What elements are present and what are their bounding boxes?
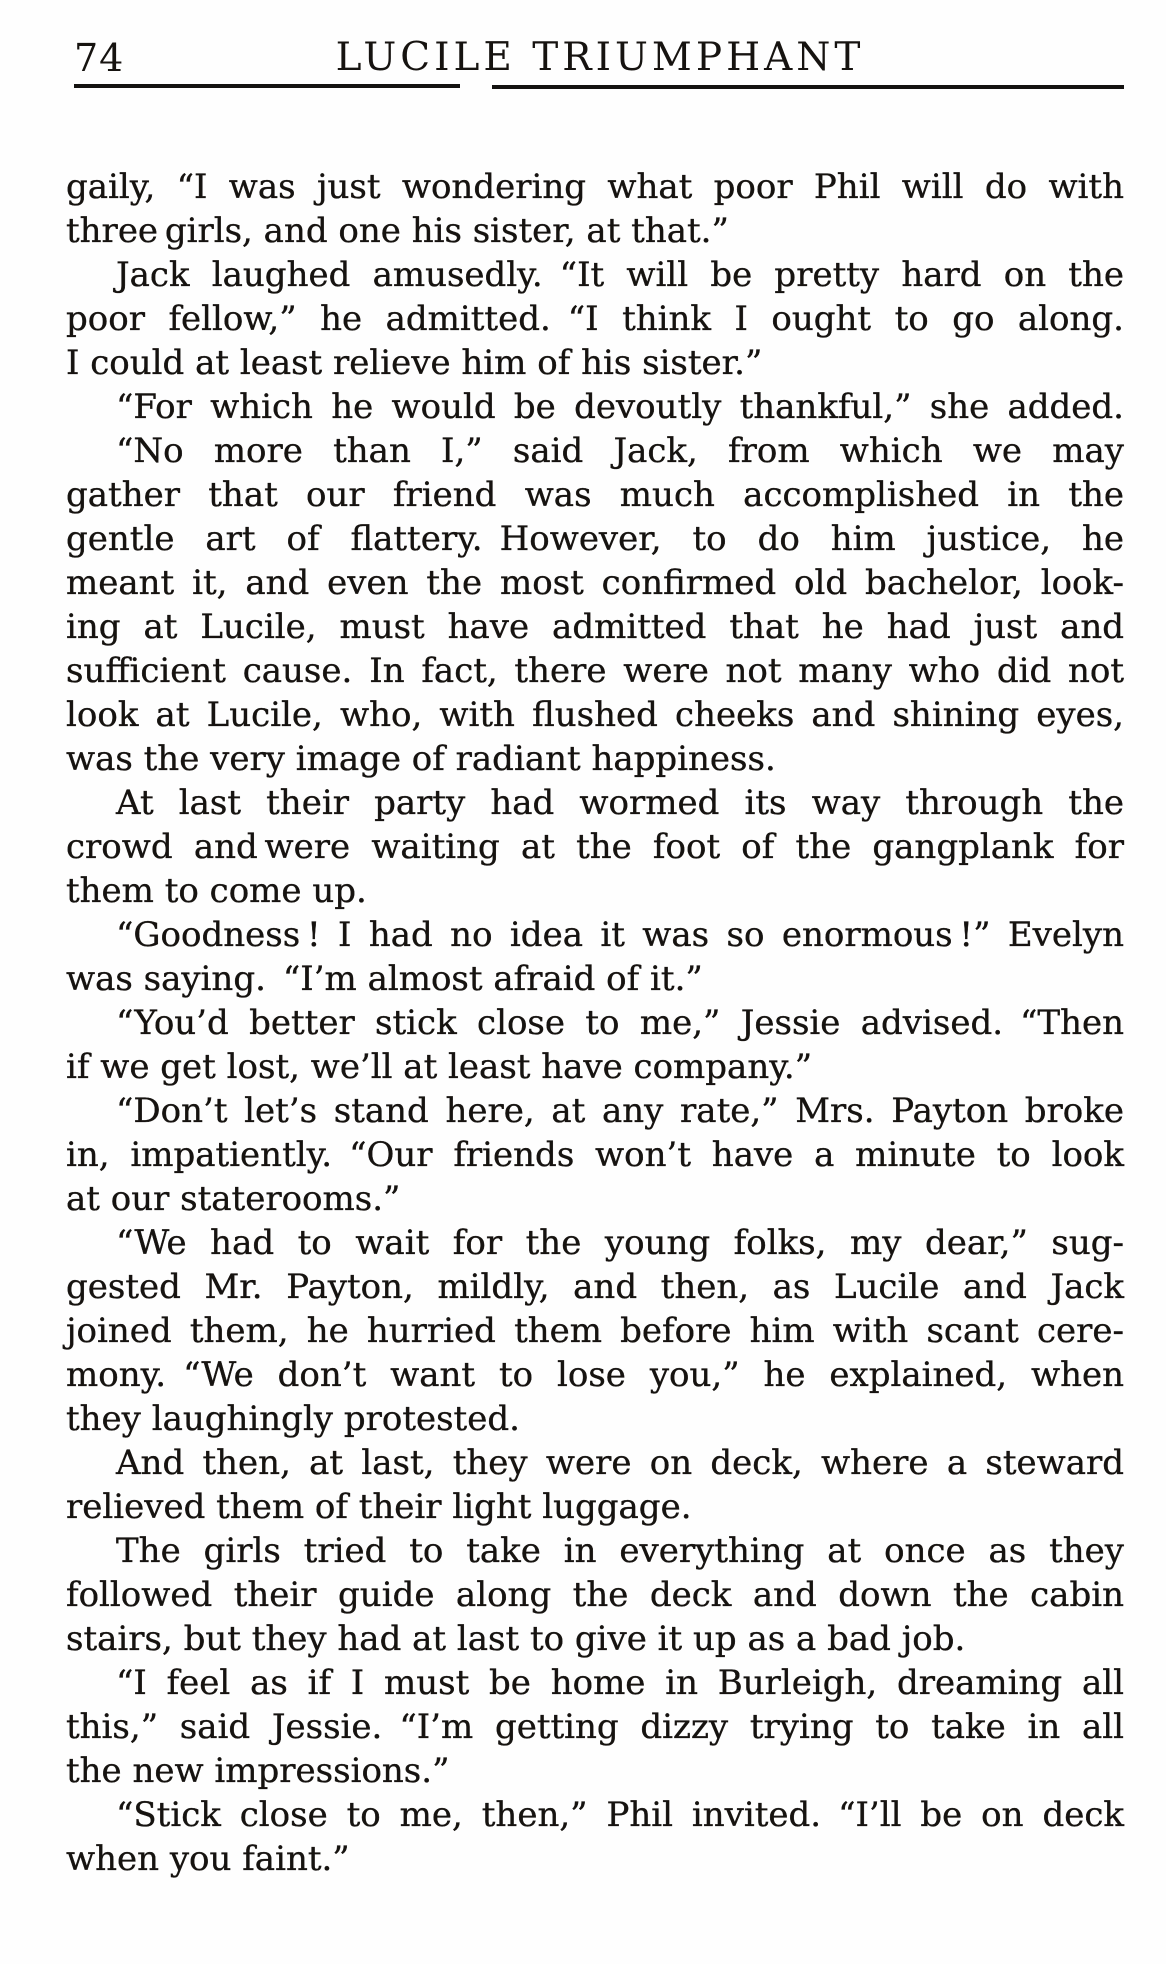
text-line: was saying. “I’m almost afraid of it.” — [66, 959, 703, 999]
text-line: “Goodness ! I had no idea it was so enormous !” Evelyn — [116, 915, 1124, 955]
text-line: “Stick close to me, then,” Phil invited. “I’ll be on deck — [116, 1795, 1124, 1835]
text-line: if we get lost, we’ll at least have company.” — [66, 1047, 813, 1087]
text-line: “No more than I,” said Jack, from which we may — [116, 431, 1124, 471]
text-line: gaily, “I was just wondering what poor Phil will do with — [66, 167, 1124, 207]
text-line: in, impatiently. “Our friends won’t have a minute to look — [66, 1135, 1124, 1175]
text-line: ing at Lucile, must have admitted that he had just and — [66, 607, 1124, 647]
text-line: gather that our friend was much accomplished in the — [66, 475, 1124, 515]
text-line: “You’d better stick close to me,” Jessie advised. “Then — [116, 1003, 1124, 1043]
text-line: mony. “We don’t want to lose you,” he explained, when — [66, 1355, 1124, 1395]
text-line: was the very image of radiant happiness. — [66, 739, 776, 779]
text-line: And then, at last, they were on deck, where a steward — [116, 1443, 1124, 1483]
text-line: followed their guide along the deck and down the cabin — [66, 1575, 1124, 1615]
text-line: joined them, he hurried them before him with scant cere- — [66, 1311, 1124, 1351]
text-line: when you faint.” — [66, 1839, 350, 1879]
text-line: “I feel as if I must be home in Burleigh, dreaming all — [116, 1663, 1124, 1703]
page-text — [66, 165, 1124, 1881]
text-line: this,” said Jessie. “I’m getting dizzy trying to take in all — [66, 1707, 1124, 1747]
text-line: I could at least relieve him of his sister.” — [66, 343, 763, 383]
text-line: at our staterooms.” — [66, 1179, 401, 1219]
text-line: them to come up. — [66, 871, 367, 911]
text-line: poor fellow,” he admitted. “I think I ought to go along. — [66, 299, 1124, 339]
text-line: crowd and were waiting at the foot of the gangplank for — [66, 827, 1124, 867]
text-line: “For which he would be devoutly thankful,” she added. — [116, 387, 1124, 427]
text-line: gested Mr. Payton, mildly, and then, as Lucile and Jack — [66, 1267, 1124, 1307]
text-line: sufficient cause. In fact, there were not many who did not — [66, 651, 1124, 691]
text-line: three girls, and one his sister, at that.” — [66, 211, 729, 251]
text-line: look at Lucile, who, with flushed cheeks and shining eyes, — [66, 695, 1124, 735]
text-line: the new impressions.” — [66, 1751, 450, 1791]
text-line: “We had to wait for the young folks, my dear,” sug- — [116, 1223, 1124, 1263]
header-rule-left — [74, 84, 460, 88]
running-title: LUCILE TRIUMPHANT — [335, 35, 865, 80]
text-line: gentle art of flattery. However, to do him justice, he — [66, 519, 1124, 559]
text-line: stairs, but they had at last to give it up as a bad job. — [66, 1619, 966, 1659]
text-line: meant it, and even the most confirmed old bachelor, look- — [66, 563, 1124, 603]
text-line: The girls tried to take in everything at once as they — [116, 1531, 1124, 1571]
page-number: 74 — [74, 36, 125, 80]
text-line: Jack laughed amusedly. “It will be pretty hard on the — [116, 255, 1124, 295]
text-line: they laughingly protested. — [66, 1399, 520, 1439]
text-line: At last their party had wormed its way through the — [116, 783, 1124, 823]
text-line: “Don’t let’s stand here, at any rate,” Mrs. Payton broke — [116, 1091, 1124, 1131]
text-line: relieved them of their light luggage. — [66, 1487, 692, 1527]
header-rule-right — [492, 85, 1124, 89]
